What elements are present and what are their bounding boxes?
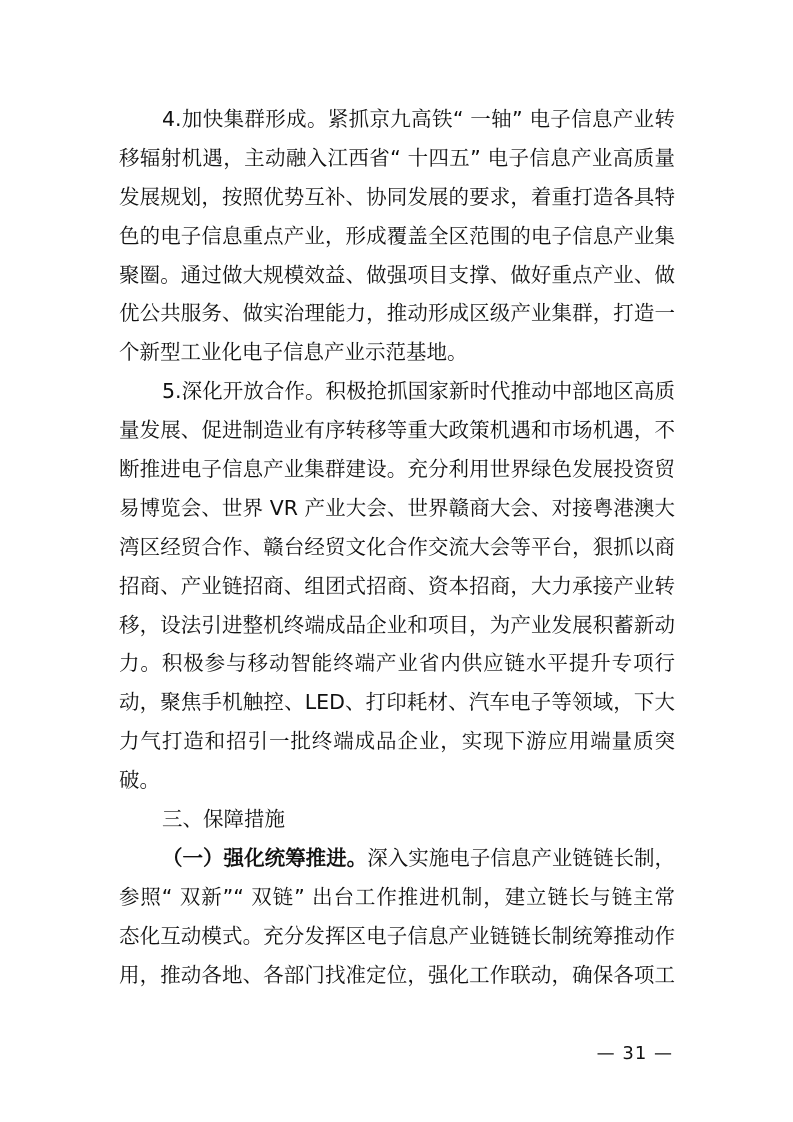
paragraph-5-line-4: 易博览会、世界 VR 产业大会、世界赣商大会、对接粤港澳大 bbox=[119, 495, 675, 520]
subsection-1-heading: （一）强化统筹推进。 bbox=[162, 845, 368, 870]
subsection-1-line-1 bbox=[119, 839, 675, 878]
paragraph-4-line-6: 优公共服务、做实治理能力，推动形成区级产业集群，打造一 bbox=[119, 301, 675, 326]
page-number: — 31 — bbox=[596, 1043, 673, 1064]
paragraph-4-line-3: 发展规划，按照优势互补、协同发展的要求，着重打造各具特 bbox=[119, 184, 675, 209]
paragraph-5-line-8: 力。积极参与移动智能终端产业省内供应链水平提升专项行 bbox=[119, 651, 675, 676]
paragraph-5-line-10: 力气打造和招引一批终端成品企业，实现下游应用端量质突 bbox=[119, 729, 675, 754]
body-text bbox=[119, 100, 675, 994]
paragraph-5-line-1: 5.深化开放合作。积极抢抓国家新时代推动中部地区高质 bbox=[162, 379, 675, 404]
paragraph-4-line-2: 移辐射机遇，主动融入江西省“ 十四五” 电子信息产业高质量 bbox=[119, 145, 675, 170]
paragraph-5-line-7: 移，设法引进整机终端成品企业和项目，为产业发展积蓄新动 bbox=[119, 612, 675, 637]
paragraph-5-line-5: 湾区经贸合作、赣台经贸文化合作交流大会等平台，狠抓以商 bbox=[119, 534, 675, 559]
paragraph-5-line-6: 招商、产业链招商、组团式招商、资本招商，大力承接产业转 bbox=[119, 573, 675, 598]
paragraph-5-line-11: 破。 bbox=[119, 768, 160, 793]
paragraph-4-line-7: 个新型工业化电子信息产业示范基地。 bbox=[119, 340, 468, 365]
paragraph-5-line-2: 量发展、促进制造业有序转移等重大政策机遇和市场机遇，不 bbox=[119, 418, 675, 443]
section-heading: 三、保障措施 bbox=[162, 807, 285, 832]
paragraph-4-line-1: 4.加快集群形成。紧抓京九高铁“ 一轴” 电子信息产业转 bbox=[162, 107, 675, 131]
paragraph-5-line-9: 动，聚焦手机触控、LED、打印耗材、汽车电子等领域，下大 bbox=[119, 690, 675, 715]
subsection-1-line-2: 参照“ 双新”“ 双链” 出台工作推进机制，建立链长与链主常 bbox=[119, 884, 675, 909]
paragraph-4-line-4: 色的电子信息重点产业，形成覆盖全区范围的电子信息产业集 bbox=[119, 223, 675, 248]
paragraph-4-line-5: 聚圈。通过做大规模效益、做强项目支撑、做好重点产业、做 bbox=[119, 262, 675, 287]
subsection-1-line-3: 态化互动模式。充分发挥区电子信息产业链链长制统筹推动作 bbox=[119, 923, 675, 948]
paragraph-5-line-3: 断推进电子信息产业集群建设。充分利用世界绿色发展投资贸 bbox=[119, 457, 675, 482]
subsection-1-line-4: 用，推动各地、各部门找准定位，强化工作联动，确保各项工 bbox=[119, 962, 675, 987]
subsection-1-lead-text: 深入实施电子信息产业链链长制， bbox=[367, 845, 676, 870]
